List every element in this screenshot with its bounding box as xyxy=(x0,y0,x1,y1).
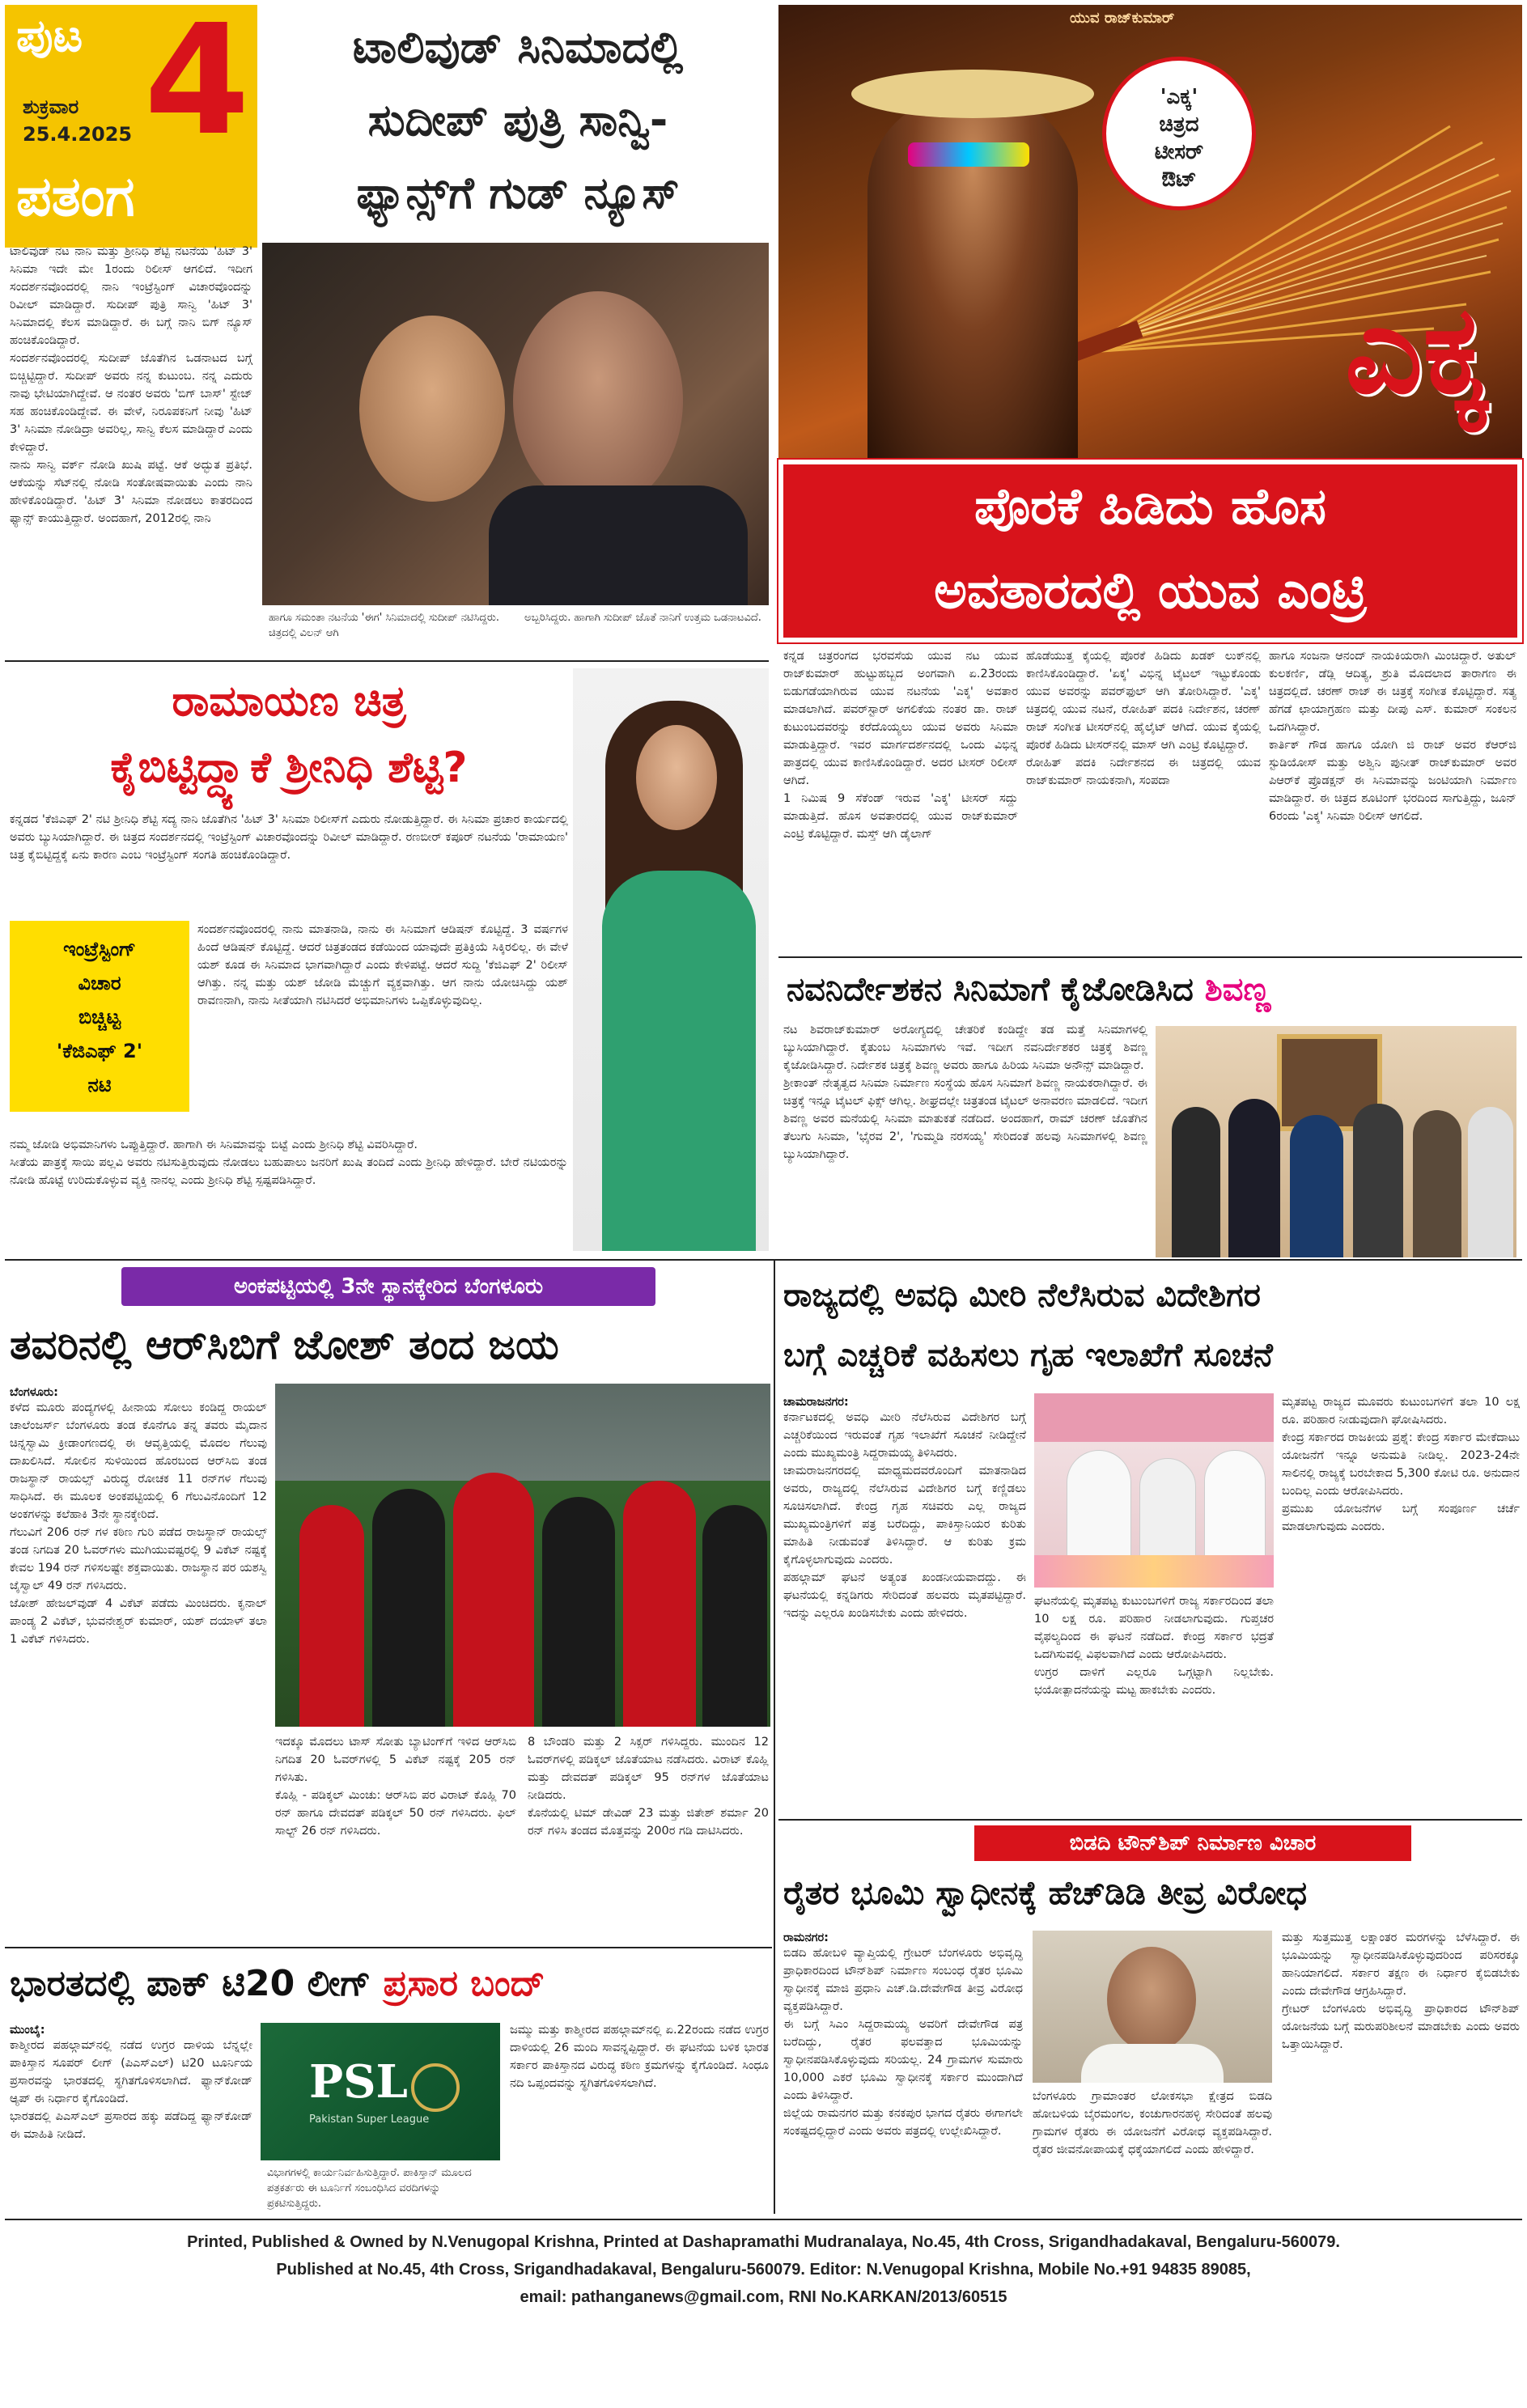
psl-logo-sub: Pakistan Super League xyxy=(309,2113,430,2126)
masthead-label: ಪುಟ xyxy=(16,10,83,62)
foreigners-dateline: ಚಾಮರಾಜನಗರ: xyxy=(783,1396,849,1409)
shivanna-headline-main: ನವನಿರ್ದೇಶಕನ ಸಿನಿಮಾಗೆ ಕೈಜೋಡಿಸಿದ xyxy=(787,971,1194,1008)
footer-line3: email: pathanganews@gmail.com, RNI No.KARKAN/2013/60515 xyxy=(520,2288,1007,2306)
divider xyxy=(778,956,1522,958)
rcb-col1: ಕಳೆದ ಮೂರು ಪಂದ್ಯಗಳಲ್ಲಿ ಹೀನಾಯ ಸೋಲು ಕಂಡಿದ್ದ ರಾಯಲ್ ಚಾಲೆಂಜರ್ಸ್ ಬೆಂಗಳೂರು ತಂಡ ಕೊನೆಗೂ ತನ್ನ ತವರು ಮೈದಾನ ಚಿನ್ನಸ್ವಾಮಿ ಕ್ರೀಡಾಂಗಣದಲ್ಲಿ ಈ ಆವೃತ್ತಿಯಲ್ಲಿ ಮೊದಲ ಗೆಲುವು ದಾಖಲಿಸಿದೆ. ಸೋಲಿನ ಸುಳಿಯಿಂದ ಹೊರಬಂದ ಆರ್‌ಸಿಬಿ ತಂಡ ರಾಜಸ್ಥಾನ್ ರಾಯಲ್ಸ್ ವಿರುದ್ಧ ರೋಚಕ 11 ರನ್‌ಗಳ ಗೆಲುವು ಸಾಧಿಸಿದೆ. ಈ ಮೂಲಕ ಅಂಕಪಟ್ಟಿಯಲ್ಲಿ 6 ಗೆಲುವಿನೊಂದಿಗೆ 12 ಅಂಕಗಳನ್ನು ಕಲೆಹಾಕಿ 3ನೇ ಸ್ಥಾನಕ್ಕೇರಿದೆ. ಗೆಲುವಿಗೆ 206 ರನ್ ಗಳ ಕಠಿಣ ಗುರಿ ಪಡೆದ ರಾಜಸ್ಥಾನ್ ರಾಯಲ್ಸ್ ತಂಡ ನಿಗದಿತ 20 ಓವರ್‌ಗಳು ಮುಗಿಯುವಷ್ಟರಲ್ಲಿ 9 ವಿಕೆಟ್ ನಷ್ಟಕ್ಕೆ ಕೇವಲ 194 ರನ್ ಗಳಿಸಲಷ್ಟೇ ಶಕ್ತವಾಯಿತು. ರಾಜಸ್ಥಾನ ಪರ ಯಶಸ್ವಿ ಜೈಸ್ವಾಲ್ 49 ರನ್ ಗಳಿಸಿದರು. ಜೋಶ್ ಹೇಜಲ್‌ವುಡ್ 4 ವಿಕೆಟ್ ಪಡೆದು ಮಿಂಚಿದರು. ಕೃನಾಲ್ ಪಾಂಡ್ಯ 2 ವಿಕೆಟ್, ಭುವನೇಶ್ವರ್ ಕುಮಾರ್, ಯಶ್ ದಯಾಳ್ ತಲಾ 1 ವಿಕೆಟ್ ಗಳಿಸಿದರು. xyxy=(10,1401,267,1646)
srinidhi-dress xyxy=(602,871,756,1251)
flowers xyxy=(1034,1555,1274,1588)
rcb-headline: ತವರಿನಲ್ಲಿ ಆರ್‌ಸಿಬಿಗೆ ಜೋಶ್ ತಂದ ಜಯ xyxy=(10,1321,559,1368)
sudeep-caption-col1: ಹಾಗೂ ಸಮಂತಾ ನಟನೆಯ 'ಈಗ' ಸಿನಿಮಾದಲ್ಲಿ ಸುದೀಪ್ ನಟಿಸಿದ್ದರು. ಚಿತ್ರದಲ್ಲಿ ವಿಲನ್ ಆಗಿ xyxy=(262,607,513,654)
ramayana-headline xyxy=(10,668,568,806)
pak-dateline: ಮುಂಬೈ: xyxy=(10,2024,45,2037)
footer-line1: Printed, Published & Owned by N.Venugopal Krishna, Printed at Dashapramathi Mudranalaya, No.45, 4th Cross, Srigandhadakaval, Bengaluru-560079. xyxy=(187,2233,1340,2251)
bidadi-kicker: ಬಿಡದಿ ಟೌನ್‌ಶಿಪ್ ನಿರ್ಮಾಣ ವಿಚಾರ xyxy=(974,1825,1411,1861)
sudeep-face xyxy=(513,291,683,510)
ramayana-body-right: ಸಂದರ್ಶನವೊಂದರಲ್ಲಿ ನಾನು ಮಾತನಾಡಿ, ನಾನು ಈ ಸಿನಿಮಾಗೆ ಆಡಿಷನ್ ಕೊಟ್ಟಿದ್ದೆ. 3 ವರ್ಷಗಳ ಹಿಂದೆ ಆಡಿಷನ್ ಕೊಟ್ಟಿದ್ದೆ. ಆದರೆ ಚಿತ್ರತಂಡದ ಕಡೆಯಿಂದ ಯಾವುದೇ ಪ್ರತಿಕ್ರಿಯೆ ಸಿಕ್ಕಿರಲಿಲ್ಲ. ಈ ವೇಳೆ ಯಶ್ ಕೂಡ ಈ ಸಿನಿಮಾದ ಭಾಗವಾಗಿದ್ದಾರೆ ಎಂದು ಕೇಳಿಪಟ್ಟೆ. ಆದರೆ ಸುದ್ದಿ 'ಕೆಜಿಎಫ್ 2' ರಿಲೀಸ್ ಆಗಿತ್ತು. ನನ್ನ ಮತ್ತು ಯಶ್ ಜೋಡಿ ಮೆಚ್ಚುಗೆ ವ್ಯಕ್ತವಾಗಿತ್ತು. ಆಗ ನಾನು ಯೋಚಿಸಿದ್ದು ಯಶ್ ರಾವಣನಾಗಿ, ನಾನು ಸೀತೆಯಾಗಿ ನಟಿಸಿದರೆ ಅಭಿಮಾನಿಗಳು ಒಪ್ಪಿಕೊಳ್ಳುವುದಿಲ್ಲ. xyxy=(197,923,568,1007)
foreigners-col1-wrap xyxy=(783,1393,1026,1814)
page-number: 4 xyxy=(144,0,250,169)
person xyxy=(1353,1104,1403,1257)
ramayana-body-top: ಕನ್ನಡದ 'ಕೆಜಿಎಫ್ 2' ನಟಿ ಶ್ರೀನಿಧಿ ಶೆಟ್ಟಿ ಸದ್ಯ ನಾನಿ ಜೊತೆಗಿನ 'ಹಿಟ್ 3' ಸಿನಿಮಾ ರಿಲೀಸ್‌ಗೆ ಎದುರು ನೋಡುತ್ತಿದ್ದಾರೆ. ಈ ಸಿನಿಮಾ ಪ್ರಚಾರ ಕಾರ್ಯದಲ್ಲಿ ಅವರು ಬ್ಯುಸಿಯಾಗಿದ್ದಾರೆ. ಈ ಚಿತ್ರದ ಸಂದರ್ಶನದಲ್ಲಿ ಇಂಟ್ರೆಸ್ಟಿಂಗ್ ವಿಚಾರವೊಂದನ್ನು ರಿವೀಲ್ ಮಾಡಿದ್ದಾರೆ. ರಣಬೀರ್ ಕಪೂರ್ ನಟನೆಯ 'ರಾಮಾಯಣ' ಚಿತ್ರ ಕೈಬಿಟ್ಟಿದ್ದಕ್ಕೆ ಏನು ಕಾರಣ ಎಂಬ ಇಂಟ್ರೆಸ್ಟಿಂಗ್ ಸಂಗತಿ ಹಂಚಿಕೊಂಡಿದ್ದಾರೆ. xyxy=(10,813,568,862)
srinidhi-photo xyxy=(573,668,769,1251)
ekka-headline-box xyxy=(778,460,1522,642)
poster-title: ಎಕ್ಕ xyxy=(1345,280,1490,421)
sudeep-body: ಟಾಲಿವುಡ್ ನಟ ನಾನಿ ಮತ್ತು ಶ್ರೀನಿಧಿ ಶೆಟ್ಟಿ ನಟನೆಯ 'ಹಿಟ್ 3' ಸಿನಿಮಾ ಇದೇ ಮೇ 1ರಂದು ರಿಲೀಸ್ ಆಗಲಿದೆ. ಇದೀಗ ಸಂದರ್ಶನವೊಂದರಲ್ಲಿ ನಾನಿ ಇಂಟ್ರೆಸ್ಟಿಂಗ್ ವಿಚಾರವೊಂದನ್ನು ರಿವೀಲ್ ಮಾಡಿದ್ದಾರೆ. ಸುದೀಪ್ ಪುತ್ರಿ ಸಾನ್ವಿ 'ಹಿಟ್ 3' ಸಿನಿಮಾದಲ್ಲಿ ಕೆಲಸ ಮಾಡಿದ್ದಾರೆ. ಈ ಬಗ್ಗೆ ನಾನಿ ಬಿಗ್ ನ್ಯೂಸ್ ಹಂಚಿಕೊಂಡಿದ್ದಾರೆ. ಸಂದರ್ಶನವೊಂದರಲ್ಲಿ ಸುದೀಪ್ ಜೊತೆಗಿನ ಒಡನಾಟದ ಬಗ್ಗೆ ಬಿಚ್ಚಿಟ್ಟಿದ್ದಾರೆ. ಸುದೀಪ್ ಅವರು ನನ್ನ ಕುಟುಂಬ. ನನ್ನ ಎದುರು ನಾವು ಭೇಟಿಯಾಗಿದ್ದೇವೆ. ಆ ನಂತರ ಅವರು 'ಬಿಗ್ ಬಾಸ್' ಸ್ಟೇಜ್ ಸಹ ಹಂಚಿಕೊಂಡಿದ್ದೇವೆ. ಈ ವೇಳೆ, ನಿರೂಪಕನಿಗೆ ನೀವು 'ಹಿಟ್ 3' ಸಿನಿಮಾ ನೋಡಿದ್ರಾ ಅವರಿಲ್ಲ, ಸಾನ್ವಿ ಕೆಲಸ ಮಾಡಿದ್ದಾರೆ ಎಂದು ಕೇಳಿದ್ದಾರೆ. ನಾನು ಸಾನ್ವಿ ವರ್ಕ್ ನೋಡಿ ಖುಷಿ ಪಟ್ಟೆ. ಆಕೆ ಅದ್ಭುತ ಪ್ರತಿಭೆ. ಆಕೆಯನ್ನು ಸೆಟ್‌ನಲ್ಲಿ ನೋಡಿ ಸಂತೋಷವಾಯಿತು ಎಂದು ನಾನಿ ಹೇಳಿಕೊಂಡಿದ್ದಾರೆ. 'ಹಿಟ್ 3' ಸಿನಿಮಾ ನೋಡಲು ಕಾತರದಿಂದ ಫ್ಯಾನ್ಸ್ ಕಾಯುತ್ತಿದ್ದಾರೆ. ಅಂದಹಾಗೆ, 2012ರಲ್ಲಿ ನಾನಿ xyxy=(10,245,252,525)
rcb-col2: ಇದಕ್ಕೂ ಮೊದಲು ಟಾಸ್ ಸೋತು ಬ್ಯಾಟಿಂಗ್‌ಗೆ ಇಳಿದ ಆರ್‌ಸಿಬಿ ನಿಗದಿತ 20 ಓವರ್‌ಗಳಲ್ಲಿ 5 ವಿಕೆಟ್ ನಷ್ಟಕ್ಕೆ 205 ರನ್ ಗಳಿಸಿತು. ಕೊಹ್ಲಿ - ಪಡಿಕ್ಕಲ್ ಮಿಂಚು: ಆರ್‌ಸಿಬಿ ಪರ ವಿರಾಟ್ ಕೊಹ್ಲಿ 70 ರನ್ ಹಾಗೂ ದೇವದತ್ ಪಡಿಕ್ಕಲ್ 50 ರನ್ ಗಳಿಸಿದರು. ಫಿಲ್ ಸಾಲ್ಟ್ 26 ರನ್ ಗಳಿಸಿದರು. xyxy=(275,1736,516,1838)
foreigners-col1: ಕರ್ನಾಟಕದಲ್ಲಿ ಅವಧಿ ಮೀರಿ ನೆಲೆಸಿರುವ ವಿದೇಶಿಗರ ಬಗ್ಗೆ ಎಚ್ಚರಿಕೆಯಿಂದ ಇರುವಂತೆ ಗೃಹ ಇಲಾಖೆಗೆ ಸೂಚನೆ ನೀಡಿದ್ದೇನೆ ಎಂದು ಮುಖ್ಯಮಂತ್ರಿ ಸಿದ್ದರಾಮಯ್ಯ ತಿಳಿಸಿದರು. ಚಾಮರಾಜನಗರದಲ್ಲಿ ಮಾಧ್ಯಮದವರೊಂದಿಗೆ ಮಾತನಾಡಿದ ಅವರು, ರಾಜ್ಯದಲ್ಲಿ ನೆಲೆಸಿರುವ ವಿದೇಶಿಗರ ಬಗ್ಗೆ ಕಣ್ಣಿಡಲು ಸೂಚಿಸಲಾಗಿದೆ. ಕೇಂದ್ರ ಗೃಹ ಸಚಿವರು ಎಲ್ಲ ರಾಜ್ಯದ ಮುಖ್ಯಮಂತ್ರಿಗಳಿಗೆ ಪತ್ರ ಬರೆದಿದ್ದು, ಪಾಕಿಸ್ತಾನಿಯರ ಕುರಿತು ಮಾಹಿತಿ ನೀಡುವಂತೆ ತಿಳಿಸಿದ್ದಾರೆ. ಆ ಕುರಿತು ಕ್ರಮ ಕೈಗೊಳ್ಳಲಾಗುವುದು ಎಂದರು. ಪಹಲ್ಗಾಮ್ ಘಟನೆ ಅತ್ಯಂತ ಖಂಡನೀಯವಾದದ್ದು. ಈ ಘಟನೆಯಲ್ಲಿ ಕನ್ನಡಿಗರು ಸೇರಿದಂತೆ ಹಲವರು ಮೃತಪಟ್ಟಿದ್ದಾರೆ. ಇದನ್ನು ಎಲ್ಲರೂ ಖಂಡಿಸಬೇಕು ಎಂದು ಹೇಳಿದರು. xyxy=(783,1411,1026,1620)
badge-line3: ಟೀಸರ್ xyxy=(1154,140,1204,164)
sudeep-photo xyxy=(262,243,769,605)
actor-glasses xyxy=(908,142,1029,167)
sanvi-face xyxy=(359,316,505,502)
box-line4: 'ಕೆಜಿಎಫ್ 2' xyxy=(56,1040,143,1062)
player xyxy=(702,1505,767,1727)
rcb-dateline: ಬೆಂಗಳೂರು: xyxy=(10,1386,58,1399)
sudeep-headline-line3: ಫ್ಯಾನ್ಸ್‌ಗೆ ಗುಡ್ ನ್ಯೂಸ್ xyxy=(356,167,680,218)
badge-line4: ಔಟ್ xyxy=(1161,167,1197,192)
footer-line2: Published at No.45, 4th Cross, Srigandhadakaval, Bengaluru-560079. Editor: N.Venugopal Krishna, Mobile No.+91 94835 89085, xyxy=(276,2261,1251,2279)
shivanna-headline-accent: ಶಿವಣ್ಣ xyxy=(1204,971,1271,1008)
ekka-col2: ಹೊಡೆಯುತ್ತ ಕೈಯಲ್ಲಿ ಪೊರಕೆ ಹಿಡಿದು ಖಡಕ್ ಲುಕ್‌ನಲ್ಲಿ ಕಾಣಿಸಿಕೊಂಡಿದ್ದಾರೆ. 'ಏಕ್ಕ' ವಿಭಿನ್ನ ಟೈಟಲ್ ಇಟ್ಟುಕೊಂಡು ಯುವ ಅವರನ್ನು ಪವರ್‌ಫುಲ್ ಆಗಿ ತೋರಿಸಿದ್ದಾರೆ. 'ಎಕ್ಕ' ಚಿತ್ರದಲ್ಲಿ ಯುವ ನಟನೆ, ರೋಹಿತ್ ಪದಕಿ ನಿರ್ದೇಶನ, ಚರಣ್ ರಾಜ್ ಸಂಗೀತ ಟೀಸರ್‌ನಲ್ಲಿ ಹೈಲೈಟ್ ಆಗಿದೆ. ಯುವ ಕೈಯಲ್ಲಿ ಪೊರಕೆ ಹಿಡಿದು ಟೀಸರ್‌ನಲ್ಲಿ ಮಾಸ್ ಆಗಿ ಎಂಟ್ರಿ ಕೊಟ್ಟಿದ್ದಾರೆ. ರೋಹಿತ್ ಪದಕಿ ನಿರ್ದೇಶನದ ಈ ಚಿತ್ರದಲ್ಲಿ ಯುವ ರಾಜ್‌ಕುಮಾರ್ ನಾಯಕನಾಗಿ, ಸಂಪದಾ xyxy=(1026,650,1261,787)
divider xyxy=(5,1947,772,1948)
teaser-badge xyxy=(1102,57,1256,210)
poster-credit: ಯುವ ರಾಜ್‌ಕುಮಾರ್ xyxy=(1070,10,1175,27)
ekka-col1: ಕನ್ನಡ ಚಿತ್ರರಂಗದ ಭರವಸೆಯ ಯುವ ನಟ ಯುವ ರಾಜ್‌ಕುಮಾರ್ ಹುಟ್ಟುಹಬ್ಬದ ಅಂಗವಾಗಿ ಏ.23ರಂದು ಬಿಡುಗಡೆಯಾಗಿರುವ ಯುವ ನಟನೆಯ 'ಎಕ್ಕ' ಅವತಾರ ಮಾಡಲಾಗಿದೆ. ಪವರ್‌ಸ್ಟಾರ್ ಅಗಲಿಕೆಯ ನಂತರ ಡಾ. ರಾಜ್ ಕುಟುಂಬದವರನ್ನು ಕರೆದೊಯ್ಯಲು ಯುವ ಅವರು ಸಿನಿಮಾ ಮಾಡುತ್ತಿದ್ದಾರೆ. ಇವರ ಮಾರ್ಗದರ್ಶನದಲ್ಲಿ ಒಂದು ವಿಭಿನ್ನ ಪಾತ್ರದಲ್ಲಿ ಯುವ ಕಾಣಿಸಿಕೊಂಡಿದ್ದಾರೆ. ಅದರ ಟೀಸರ್ ರಿಲೀಸ್ ಆಗಿದೆ. 1 ನಿಮಿಷ 9 ಸೆಕೆಂಡ್ ಇರುವ 'ಎಕ್ಕ' ಟೀಸರ್ ಸದ್ದು ಮಾಡುತ್ತಿದೆ. ಹೊಸ ಅವತಾರದಲ್ಲಿ ಯುವ ರಾಜ್‌ಕುಮಾರ್ ಎಂಟ್ರಿ ಕೊಟ್ಟಿದ್ದಾರೆ. ಮಸ್ತ್ ಆಗಿ ಡೈಲಾಗ್ xyxy=(783,650,1018,841)
sudeep-shirt xyxy=(489,485,748,605)
person xyxy=(1172,1107,1220,1257)
sudeep-headline-line1: ಟಾಲಿವುಡ್ ಸಿನಿಮಾದಲ್ಲಿ xyxy=(352,22,684,73)
pak-caption: ವಿಭಾಗಗಳಲ್ಲಿ ಕಾರ್ಯನಿರ್ವಹಿಸುತ್ತಿದ್ದಾರೆ. ಪಾಕಿಸ್ತಾನ್ ಮೂಲದ ಪತ್ರಕರ್ತರು ಈ ಟೂರ್ನಿಗೆ ಸಂಬಂಧಿಸಿದ ವರದಿಗಳನ್ನು ಪ್ರಕಟಿಸುತ್ತಿದ್ದರು. xyxy=(261,2162,500,2212)
box-line1: ಇಂಟ್ರೆಸ್ಟಿಂಗ್ xyxy=(63,938,136,960)
divider xyxy=(5,2219,1522,2220)
player xyxy=(453,1473,534,1727)
interesting-box xyxy=(10,921,189,1112)
bidadi-col1-wrap xyxy=(783,1929,1023,2214)
foreigners-col2: ಘಟನೆಯಲ್ಲಿ ಮೃತಪಟ್ಟ ಕುಟುಂಬಗಳಿಗೆ ರಾಜ್ಯ ಸರ್ಕಾರದಿಂದ ತಲಾ 10 ಲಕ್ಷ ರೂ. ಪರಿಹಾರ ನೀಡಲಾಗುವುದು. ಗುಪ್ತಚರ ವೈಫಲ್ಯದಿಂದ ಈ ಘಟನೆ ನಡೆದಿದೆ. ಕೇಂದ್ರ ಸರ್ಕಾರ ಭದ್ರತೆ ಒದಗಿಸುವಲ್ಲಿ ವಿಫಲವಾಗಿದೆ ಎಂದು ಆರೋಪಿಸಿದರು. ಉಗ್ರರ ದಾಳಿಗೆ ಎಲ್ಲರೂ ಒಗ್ಗಟ್ಟಾಗಿ ನಿಲ್ಲಬೇಕು. ಭಯೋತ್ಪಾದನೆಯನ್ನು ಮಟ್ಟ ಹಾಕಬೇಕು ಎಂದರು. xyxy=(1034,1595,1274,1697)
player xyxy=(372,1489,445,1727)
ekka-col3: ಹಾಗೂ ಸಂಜನಾ ಆನಂದ್ ನಾಯಕಿಯರಾಗಿ ಮಿಂಚಿದ್ದಾರೆ. ಅತುಲ್ ಕುಲಕರ್ಣಿ, ಡೆಡ್ಲಿ ಆದಿತ್ಯ, ಶ್ರುತಿ ಮೊದಲಾದ ತಾರಾಗಣ ಈ ಚಿತ್ರದಲ್ಲಿದೆ. ಚರಣ್ ರಾಜ್ ಈ ಚಿತ್ರಕ್ಕೆ ಸಂಗೀತ ಕೊಟ್ಟಿದ್ದಾರೆ. ಸತ್ಯ ಹೆಗಡೆ ಛಾಯಾಗ್ರಹಣ ಮತ್ತು ದೀಪು ಎಸ್. ಕುಮಾರ್ ಸಂಕಲನ ಒದಗಿಸಿದ್ದಾರೆ. ಕಾರ್ತಿಕ್ ಗೌಡ ಹಾಗೂ ಯೋಗಿ ಜಿ ರಾಜ್ ಅವರ ಕೆಆರ್‌ಜಿ ಸ್ಟುಡಿಯೋಸ್ ಮತ್ತು ಅಶ್ವಿನಿ ಪುನೀತ್ ರಾಜ್‌ಕುಮಾರ್ ಅವರ ಪಿಆರ್‌ಕೆ ಪ್ರೊಡಕ್ಷನ್ ಈ ಸಿನಿಮಾವನ್ನು ಜಂಟಿಯಾಗಿ ನಿರ್ಮಾಣ ಮಾಡಿದ್ದಾರೆ. ಈ ಚಿತ್ರದ ಶೂಟಿಂಗ್ ಭರದಿಂದ ಸಾಗುತ್ತಿದ್ದು, ಜೂನ್ 6ರಂದು 'ಎಕ್ಕ' ಸಿನಿಮಾ ರಿಲೀಸ್ ಆಗಲಿದೆ. xyxy=(1269,650,1516,823)
foreigners-headline-line2: ಬಗ್ಗೆ ಎಚ್ಚರಿಕೆ ವಹಿಸಲು ಗೃಹ ಇಲಾಖೆಗೆ ಸೂಚನೆ xyxy=(783,1337,1273,1374)
bidadi-dateline: ರಾಮನಗರ: xyxy=(783,1931,829,1944)
cm-press-photo xyxy=(1034,1393,1274,1588)
pak-col1-wrap xyxy=(10,2021,252,2212)
player xyxy=(542,1497,615,1727)
foreigners-headline xyxy=(783,1265,1520,1387)
footer xyxy=(0,2228,1527,2398)
badge-line1: 'ಎಕ್ಕ' xyxy=(1160,85,1198,109)
foreigners-col3: ಮೃತಪಟ್ಟ ರಾಜ್ಯದ ಮೂವರು ಕುಟುಂಬಗಳಿಗೆ ತಲಾ 10 ಲಕ್ಷ ರೂ. ಪರಿಹಾರ ನೀಡುವುದಾಗಿ ಘೋಷಿಸಿದರು. ಕೇಂದ್ರ ಸರ್ಕಾರದ ರಾಜಕೀಯ ಪ್ರಶ್ನೆ: ಕೇಂದ್ರ ಸರ್ಕಾರ ಮೇಕೆದಾಟು ಯೋಜನೆಗೆ ಇನ್ನೂ ಅನುಮತಿ ನೀಡಿಲ್ಲ. 2023-24ನೇ ಸಾಲಿನಲ್ಲಿ ರಾಜ್ಯಕ್ಕೆ ಬರಬೇಕಾದ 5,300 ಕೋಟಿ ರೂ. ಅನುದಾನ ಬಂದಿಲ್ಲ ಎಂದು ಆರೋಪಿಸಿದರು. ಪ್ರಮುಖ ಯೋಜನೆಗಳ ಬಗ್ಗೆ ಸಂಪೂರ್ಣ ಚರ್ಚೆ ಮಾಡಲಾಗುವುದು ಎಂದರು. xyxy=(1282,1396,1520,1533)
actor-hat xyxy=(851,70,1094,118)
sudeep-caption-col2: ಅಬ್ಬರಿಸಿದ್ದರು. ಹಾಗಾಗಿ ಸುದೀಪ್ ಜೊತೆ ನಾನಿಗೆ ಉತ್ತಮ ಒಡನಾಟವಿದೆ. xyxy=(518,607,769,654)
banner xyxy=(1034,1393,1274,1442)
rcb-kicker: ಅಂಕಪಟ್ಟಿಯಲ್ಲಿ 3ನೇ ಸ್ಥಾನಕ್ಕೇರಿದ ಬೆಂಗಳೂರು xyxy=(121,1267,655,1306)
srinidhi-face xyxy=(636,725,717,830)
divider xyxy=(774,1259,775,2214)
ekka-headline-line2: ಅವತಾರದಲ್ಲಿ ಯುವ ಎಂಟ್ರಿ xyxy=(934,561,1367,620)
ramayana-headline-line2: ಕೈಬಿಟ್ಟಿದ್ದ್ಯಾಕೆ ಶ್ರೀನಿಧಿ ಶೆಟ್ಟಿ? xyxy=(110,744,468,792)
pak-headline-main: ಭಾರತದಲ್ಲಿ ಪಾಕ್ ಟಿ20 ಲೀಗ್ xyxy=(10,1963,371,2004)
ekka-poster xyxy=(778,5,1522,460)
bidadi-col2: ಬೆಂಗಳೂರು ಗ್ರಾಮಾಂತರ ಲೋಕಸಭಾ ಕ್ಷೇತ್ರದ ಬಿಡದಿ ಹೋಬಳಿಯ ಬೈರಮಂಗಲ, ಕಂಚುಗಾರನಹಳ್ಳಿ ಸೇರಿದಂತೆ ಹಲವು ಗ್ರಾಮಗಳ ರೈತರು ಈ ಯೋಜನೆಗೆ ವಿರೋಧ ವ್ಯಕ್ತಪಡಿಸಿದ್ದಾರೆ. ರೈತರ ಜೀವನೋಪಾಯಕ್ಕೆ ಧಕ್ಕೆಯಾಗಲಿದೆ ಎಂದು ಹೇಳಿದ್ದಾರೆ. xyxy=(1033,2090,1272,2156)
badge-line2: ಚಿತ್ರದ xyxy=(1159,112,1199,137)
player xyxy=(299,1505,364,1727)
hdd-photo xyxy=(1033,1931,1272,2083)
rcb-photo xyxy=(275,1384,770,1727)
bidadi-col1: ಬಿಡದಿ ಹೋಬಳಿ ವ್ಯಾಪ್ತಿಯಲ್ಲಿ ಗ್ರೇಟರ್ ಬೆಂಗಳೂರು ಅಭಿವೃದ್ಧಿ ಪ್ರಾಧಿಕಾರದಿಂದ ಟೌನ್‌ಶಿಪ್ ನಿರ್ಮಾಣ ಸಂಬಂಧ ರೈತರ ಭೂಮಿ ಸ್ವಾಧೀನಕ್ಕೆ ಮಾಜಿ ಪ್ರಧಾನಿ ಎಚ್.ಡಿ.ದೇವೇಗೌಡ ತೀವ್ರ ವಿರೋಧ ವ್ಯಕ್ತಪಡಿಸಿದ್ದಾರೆ. ಈ ಬಗ್ಗೆ ಸಿಎಂ ಸಿದ್ದರಾಮಯ್ಯ ಅವರಿಗೆ ದೇವೇಗೌಡ ಪತ್ರ ಬರೆದಿದ್ದು, ರೈತರ ಫಲವತ್ತಾದ ಭೂಮಿಯನ್ನು ಸ್ವಾಧೀನಪಡಿಸಿಕೊಳ್ಳುವುದು ಸರಿಯಲ್ಲ. 24 ಗ್ರಾಮಗಳ ಸುಮಾರು 10,000 ಎಕರೆ ಭೂಮಿ ಸ್ವಾಧೀನಕ್ಕೆ ಸರ್ಕಾರ ಮುಂದಾಗಿದೆ ಎಂದು ತಿಳಿಸಿದ್ದಾರೆ. ಜಿಲ್ಲೆಯ ರಾಮನಗರ ಮತ್ತು ಕನಕಪುರ ಭಾಗದ ರೈತರು ಈಗಾಗಲೇ ಸಂಕಷ್ಟದಲ್ಲಿದ್ದಾರೆ ಎಂದು ಅವರು ಪತ್ರದಲ್ಲಿ ಉಲ್ಲೇಖಿಸಿದ್ದಾರೆ. xyxy=(783,1947,1023,2138)
stadium-crowd xyxy=(275,1384,770,1481)
masthead-day: ಶುಕ್ರವಾರ xyxy=(23,95,79,118)
psl-logo-star xyxy=(411,2063,460,2112)
sudeep-headline-line2: ಸುದೀಪ್ ಪುತ್ರಿ ಸಾನ್ವಿ- xyxy=(367,95,668,146)
divider xyxy=(5,660,769,662)
divider xyxy=(5,1259,1522,1261)
masthead xyxy=(5,0,257,248)
pak-headline xyxy=(10,1953,769,2015)
ramayana-headline-line1: ರಾಮಾಯಣ ಚಿತ್ರ xyxy=(172,677,406,726)
ekka-headline-line1: ಪೊರಕೆ ಹಿಡಿದು ಹೊಸ xyxy=(974,477,1326,536)
pak-col1: ಕಾಶ್ಮೀರದ ಪಹಲ್ಗಾಮ್‌ನಲ್ಲಿ ನಡೆದ ಉಗ್ರರ ದಾಳಿಯ ಬೆನ್ನಲ್ಲೇ ಪಾಕಿಸ್ತಾನ ಸೂಪರ್ ಲೀಗ್ (ಪಿಎಸ್‌ಎಲ್) ಟಿ20 ಟೂರ್ನಿಯ ಪ್ರಸಾರವನ್ನು ಭಾರತದಲ್ಲಿ ಸ್ಥಗಿತಗೊಳಿಸಲಾಗಿದೆ. ಫ್ಯಾನ್‌ಕೋಡ್ ಆ್ಯಪ್ ಈ ನಿರ್ಧಾರ ಕೈಗೊಂಡಿದೆ. ಭಾರತದಲ್ಲಿ ಪಿಎಸ್‌ಎಲ್ ಪ್ರಸಾರದ ಹಕ್ಕು ಪಡೆದಿದ್ದ ಫ್ಯಾನ್‌ಕೋಡ್ ಈ ಮಾಹಿತಿ ನೀಡಿದೆ. xyxy=(10,2039,252,2141)
psl-logo xyxy=(261,2023,500,2160)
person xyxy=(1413,1110,1461,1257)
box-line2: ವಿಚಾರ xyxy=(78,972,121,994)
hdd-face xyxy=(1107,1947,1196,2052)
bidadi-headline: ರೈತರ ಭೂಮಿ ಸ್ವಾಧೀನಕ್ಕೆ ಹೆಚ್‌ಡಿಡಿ ತೀವ್ರ ವಿರೋಧ xyxy=(783,1875,1308,1912)
pak-headline-accent: ಪ್ರಸಾರ ಬಂದ್ xyxy=(383,1963,545,2004)
person xyxy=(1228,1099,1280,1257)
sudeep-headline xyxy=(267,11,769,238)
psl-logo-text: PSL xyxy=(309,2055,408,2109)
hdd-shirt xyxy=(1081,2044,1224,2083)
shivanna-body: ನಟ ಶಿವರಾಜ್‌ಕುಮಾರ್ ಅರೋಗ್ಯದಲ್ಲಿ ಚೇತರಿಕೆ ಕಂಡಿದ್ದೇ ತಡ ಮತ್ತೆ ಸಿನಿಮಾಗಳಲ್ಲಿ ಬ್ಯುಸಿಯಾಗಿದ್ದಾರೆ. ಕೈತುಂಬ ಸಿನಿಮಾಗಳು ಇವೆ. ಇದೀಗ ನವನಿರ್ದೇಶಕರ ಚಿತ್ರಕ್ಕೆ ಶಿವಣ್ಣ ಕೈಜೋಡಿಸಿದ್ದಾರೆ. ನಿರ್ದೇಶಕ ಚಿತ್ರಕ್ಕೆ ಶಿವಣ್ಣ ಅವರು ಹಾಗೂ ಹಿರಿಯ ಸಿನಿಮಾ ಅನೌನ್ಸ್ ಮಾಡಿದ್ದಾರೆ. ಶ್ರೀಕಾಂತ್ ನೇತೃತ್ವದ ಸಿನಿಮಾ ನಿರ್ಮಾಣ ಸಂಸ್ಥೆಯ ಹೊಸ ಸಿನಿಮಾಗೆ ಶಿವಣ್ಣ ನಾಯಕರಾಗಿದ್ದಾರೆ. ಈ ಚಿತ್ರಕ್ಕೆ ಇನ್ನೂ ಟೈಟಲ್ ಫಿಕ್ಸ್ ಆಗಿಲ್ಲ. ಶೀಘ್ರದಲ್ಲೇ ಚಿತ್ರತಂಡ ಟೈಟಲ್ ಅನಾವರಣ ಮಾಡಲಿದೆ. ಇದೀಗ ಶಿವಣ್ಣ ಅವರ ಮನೆಯಲ್ಲಿ ಸಿನಿಮಾ ಮಾತುಕತೆ ನಡೆದಿದೆ. ಅಂದಹಾಗೆ, ರಾಮ್ ಚರಣ್ ಜೊತೆಗಿನ ತೆಲುಗು ಸಿನಿಮಾ, 'ಭೈರವ 2', 'ಗುಮ್ಮಡಿ ನರಸಯ್ಯ' ಸೇರಿದಂತೆ ಹಲವು ಸಿನಿಮಾಗಳಲ್ಲಿ ಶಿವಣ್ಣ ಬ್ಯುಸಿಯಾಗಿದ್ದಾರೆ. xyxy=(783,1024,1147,1161)
ramayana-body-bottom: ನಮ್ಮ ಜೋಡಿ ಅಭಿಮಾನಿಗಳು ಒಪ್ಪುತ್ತಿದ್ದಾರೆ. ಹಾಗಾಗಿ ಈ ಸಿನಿಮಾವನ್ನು ಬಿಟ್ಟೆ ಎಂದು ಶ್ರೀನಿಧಿ ಶೆಟ್ಟಿ ವಿವರಿಸಿದ್ದಾರೆ. ಸೀತೆಯ ಪಾತ್ರಕ್ಕೆ ಸಾಯಿ ಪಲ್ಲವಿ ಅವರು ನಟಿಸುತ್ತಿರುವುದು ನೋಡಲು ಬಹುಪಾಲು ಜನರಿಗೆ ಖುಷಿ ತಂದಿದೆ ಎಂದು ಶ್ರೀನಿಧಿ ಹೇಳಿದ್ದಾರೆ. ಬೇರೆ ನಟಿಯರನ್ನು ನೋಡಿ ಹೊಟ್ಟೆ ಉರಿದುಕೊಳ್ಳುವ ವ್ಯಕ್ತಿ ನಾನಲ್ಲ ಎಂದು ಶ್ರೀನಿಧಿ ಶೆಟ್ಟಿ ಸ್ಪಷ್ಟಪಡಿಸಿದ್ದಾರೆ. xyxy=(10,1138,568,1187)
rcb-col3: 8 ಬೌಂಡರಿ ಮತ್ತು 2 ಸಿಕ್ಸರ್ ಗಳಿಸಿದ್ದರು. ಮುಂದಿನ 12 ಓವರ್‌ಗಳಲ್ಲಿ ಪಡಿಕ್ಕಲ್ ಜೊತೆಯಾಟ ನಡೆಸಿದರು. ವಿರಾಟ್ ಕೊಹ್ಲಿ ಮತ್ತು ದೇವದತ್ ಪಡಿಕ್ಕಲ್ 95 ರನ್‌ಗಳ ಜೊತೆಯಾಟ ನೀಡಿದರು. ಕೊನೆಯಲ್ಲಿ ಟಿಮ್ ಡೇವಿಡ್ 23 ಮತ್ತು ಜಿತೇಶ್ ಶರ್ಮಾ 20 ರನ್ ಗಳಿಸಿ ತಂಡದ ಮೊತ್ತವನ್ನು 200ರ ಗಡಿ ದಾಟಿಸಿದರು. xyxy=(528,1736,769,1838)
player xyxy=(623,1481,696,1727)
box-line3: ಬಿಚ್ಚಿಟ್ಟ xyxy=(78,1006,121,1028)
foreigners-headline-line1: ರಾಜ್ಯದಲ್ಲಿ ಅವಧಿ ಮೀರಿ ನೆಲೆಸಿರುವ ವಿದೇಶಿಗರ xyxy=(783,1277,1261,1314)
divider xyxy=(778,1819,1522,1821)
person xyxy=(1468,1107,1513,1257)
shivanna-photo xyxy=(1156,1026,1516,1257)
rcb-col1-wrap xyxy=(10,1384,267,1942)
box-line5: ನಟಿ xyxy=(87,1074,112,1096)
person xyxy=(1290,1115,1343,1257)
shivanna-headline xyxy=(787,961,1520,1018)
masthead-date: 25.4.2025 xyxy=(23,123,133,146)
pak-col2: ಜಮ್ಮು ಮತ್ತು ಕಾಶ್ಮೀರದ ಪಹಲ್ಗಾಮ್‌ನಲ್ಲಿ ಏ.22ರಂದು ನಡೆದ ಉಗ್ರರ ದಾಳಿಯಲ್ಲಿ 26 ಮಂದಿ ಸಾವನ್ನಪ್ಪಿದ್ದಾರೆ. ಈ ಘಟನೆಯ ಬಳಿಕ ಭಾರತ ಸರ್ಕಾರ ಪಾಕಿಸ್ತಾನದ ವಿರುದ್ಧ ಕಠಿಣ ಕ್ರಮಗಳನ್ನು ಕೈಗೊಂಡಿದೆ. ಸಿಂಧೂ ನದಿ ಒಪ್ಪಂದವನ್ನು ಸ್ಥಗಿತಗೊಳಿಸಲಾಗಿದೆ. xyxy=(510,2024,769,2090)
bidadi-col3: ಮತ್ತು ಸುತ್ತಮುತ್ತ ಲಕ್ಷಾಂತರ ಮರಗಳನ್ನು ಬೆಳೆಸಿದ್ದಾರೆ. ಈ ಭೂಮಿಯನ್ನು ಸ್ವಾಧೀನಪಡಿಸಿಕೊಳ್ಳುವುದರಿಂದ ಪರಿಸರಕ್ಕೂ ಹಾನಿಯಾಗಲಿದೆ. ಸರ್ಕಾರ ತಕ್ಷಣ ಈ ನಿರ್ಧಾರ ಕೈಬಿಡಬೇಕು ಎಂದು ದೇವೇಗೌಡ ಆಗ್ರಹಿಸಿದ್ದಾರೆ. ಗ್ರೇಟರ್ ಬೆಂಗಳೂರು ಅಭಿವೃದ್ಧಿ ಪ್ರಾಧಿಕಾರದ ಟೌನ್‌ಶಿಪ್ ಯೋಜನೆಯ ಬಗ್ಗೆ ಮರುಪರಿಶೀಲನೆ ಮಾಡಬೇಕು ಎಂದು ಅವರು ಒತ್ತಾಯಿಸಿದ್ದಾರೆ. xyxy=(1282,1931,1520,2051)
paper-name: ಪತಂಗ xyxy=(16,165,135,229)
